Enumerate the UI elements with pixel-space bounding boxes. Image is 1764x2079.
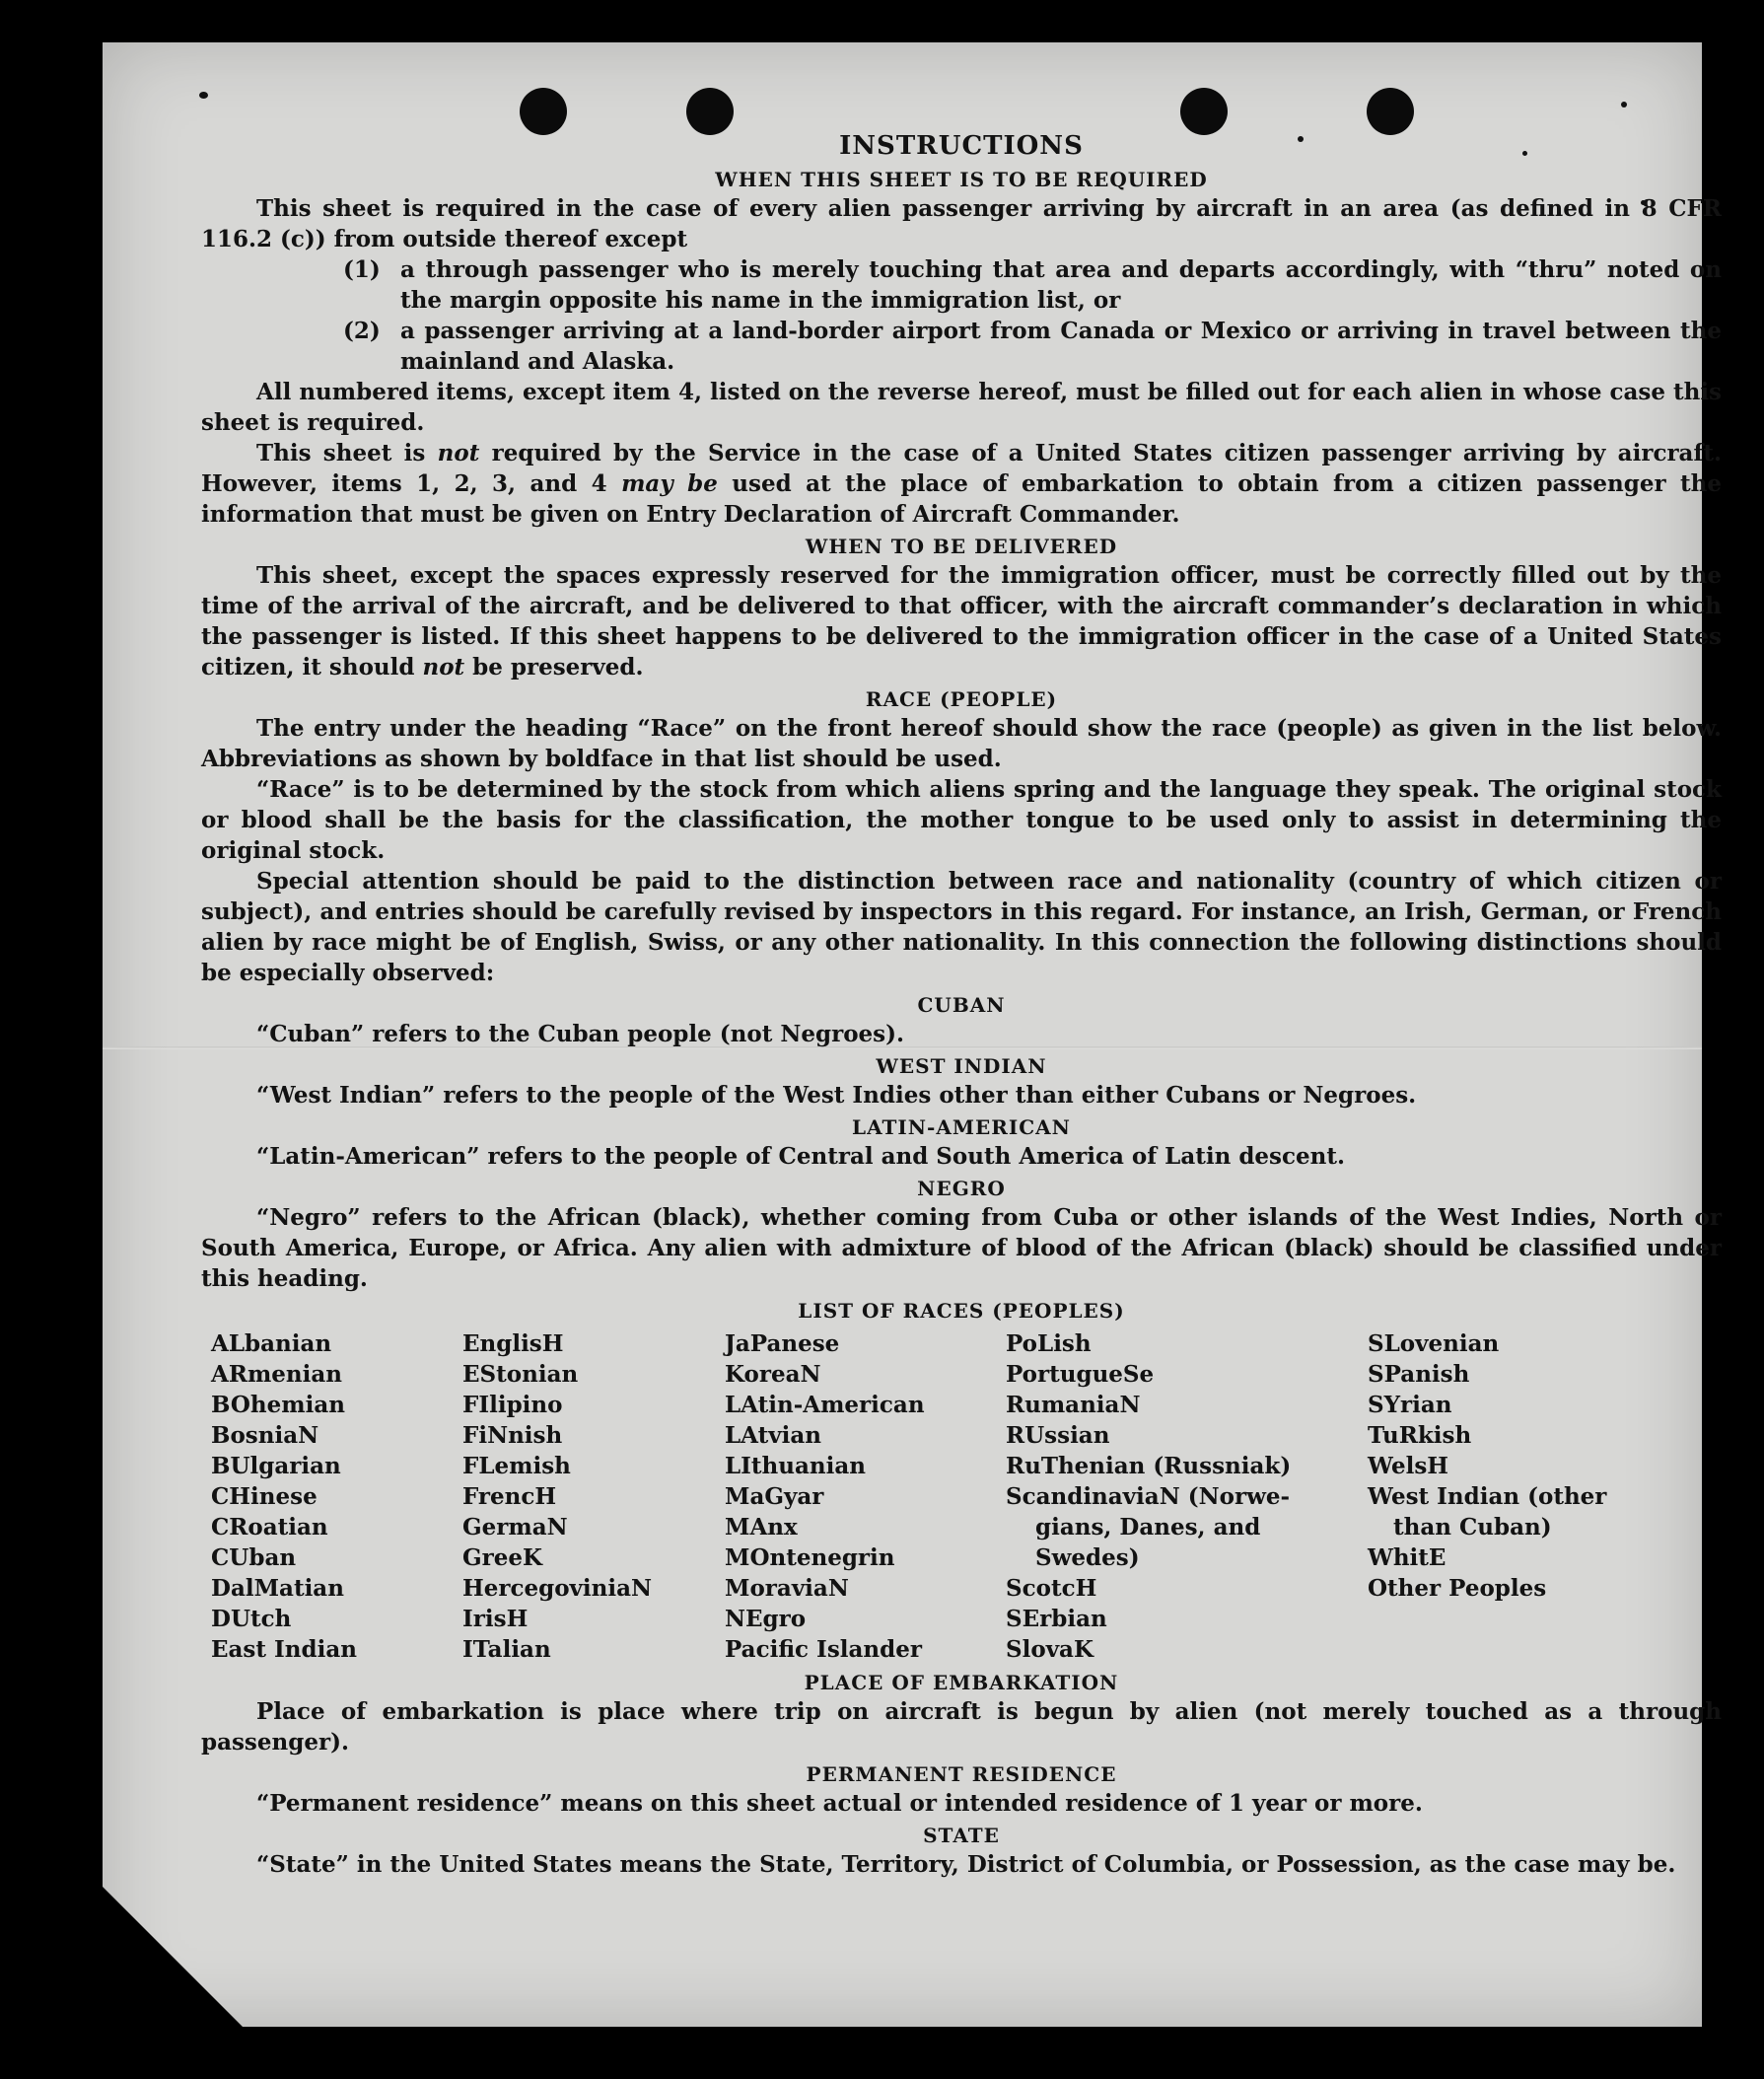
section-heading: PLACE OF EMBARKATION — [804, 1671, 1119, 1694]
folded-corner — [103, 1887, 243, 2027]
section-heading: LATIN-AMERICAN — [852, 1115, 1071, 1139]
race-entry: WelsH — [1368, 1453, 1449, 1479]
race-entry: RumaniaN — [1006, 1392, 1141, 1418]
race-entry: West Indian (other — [1368, 1483, 1607, 1510]
race-entry: ScandinaviaN (Norwe- — [1006, 1483, 1291, 1510]
item-number: (1) — [343, 256, 381, 283]
race-entry: FIlipino — [462, 1392, 563, 1418]
race-entry: HercegoviniaN — [462, 1575, 653, 1602]
race-entry: DUtch — [211, 1606, 292, 1632]
paragraph: “Cuban” refers to the Cuban people (not Negroes). — [256, 1021, 905, 1047]
race-entry: RuThenian (Russniak) — [1006, 1453, 1292, 1479]
section-heading: CUBAN — [917, 993, 1006, 1017]
section-heading: RACE (PEOPLE) — [865, 687, 1058, 711]
race-entry: IrisH — [462, 1606, 529, 1632]
race-entry: SLovenian — [1368, 1330, 1500, 1357]
text-run: used at the place of embarkation to obtain from a citizen passenger the information that must be given on Entry Declaration of Aircraft Commander. — [201, 470, 1722, 528]
race-entry: LAtvian — [725, 1422, 821, 1449]
punch-hole — [1180, 88, 1228, 135]
race-entry: SYrian — [1368, 1392, 1452, 1418]
paragraph: “Race” is to be determined by the stock from which aliens spring and the language they speak. The original stock or blood shall be the basis for the classification, the mother tongue to be used only to assist in determining the original stock. — [201, 776, 1722, 864]
list-item — [343, 254, 1722, 316]
paragraph: All numbered items, except item 4, listed on the reverse hereof, must be filled out for each alien in whose case this sheet is required. — [201, 379, 1722, 436]
race-entry: MAnx — [725, 1514, 798, 1541]
race-entry: Swedes) — [1035, 1544, 1140, 1571]
race-entry: FiNnish — [462, 1422, 563, 1449]
paragraph: “Latin-American” refers to the people of Central and South America of Latin descent. — [256, 1143, 1345, 1170]
races-list — [211, 1328, 1722, 1665]
race-entry: EnglisH — [462, 1330, 564, 1357]
race-entry: than Cuban) — [1393, 1514, 1552, 1541]
race-entry — [1368, 1604, 1634, 1634]
italic-text: not — [437, 440, 480, 466]
text-run: This sheet is — [256, 440, 438, 466]
race-entry: DalMatian — [211, 1575, 344, 1602]
race-entry: MOntenegrin — [725, 1544, 895, 1571]
race-entry: EStonian — [462, 1361, 579, 1388]
race-entry: SPanish — [1368, 1361, 1470, 1388]
race-entry — [1368, 1634, 1634, 1665]
text-run: required by the Service in the case of a United States citizen passenger arriving by aircraft. However, items 1, 2, 3, and 4 — [201, 440, 1722, 497]
paragraph — [201, 560, 1722, 682]
item-number: (2) — [343, 318, 381, 344]
paragraph: This sheet is required in the case of every alien passenger arriving by aircraft in an area (as defined in 8 CFR 116.2 (c)) from outside thereof except — [201, 195, 1722, 252]
section-heading: WHEN TO BE DELIVERED — [805, 535, 1118, 558]
race-entry: Pacific Islander — [725, 1636, 922, 1663]
section-heading: STATE — [923, 1824, 1000, 1847]
race-entry: TuRkish — [1368, 1422, 1472, 1449]
race-entry: SErbian — [1006, 1606, 1107, 1632]
race-entry: ARmenian — [211, 1361, 343, 1388]
race-entry: PortugueSe — [1006, 1361, 1155, 1388]
race-entry: East Indian — [211, 1636, 357, 1663]
race-entry: ITalian — [462, 1636, 551, 1663]
paragraph — [201, 438, 1722, 530]
race-entry: gians, Danes, and — [1035, 1514, 1261, 1541]
race-entry: NEgro — [725, 1606, 807, 1632]
race-entry: FLemish — [462, 1453, 571, 1479]
race-entry: KoreaN — [725, 1361, 821, 1388]
race-entry: Other Peoples — [1368, 1575, 1547, 1602]
race-entry: GreeK — [462, 1544, 543, 1571]
paragraph: “West Indian” refers to the people of the West Indies other than either Cubans or Negroes. — [256, 1082, 1417, 1109]
paragraph: “Permanent residence” means on this sheet actual or intended residence of 1 year or more. — [256, 1790, 1423, 1817]
punch-hole — [520, 88, 567, 135]
paragraph: “State” in the United States means the State, Territory, District of Columbia, or Possession, as the case may be. — [256, 1851, 1676, 1878]
section-heading: PERMANENT RESIDENCE — [806, 1762, 1117, 1786]
race-entry: LIthuanian — [725, 1453, 866, 1479]
instructions-content — [201, 129, 1722, 1880]
race-entry: BUlgarian — [211, 1453, 341, 1479]
speck — [1621, 102, 1627, 108]
item-text: a through passenger who is merely touching that area and departs accordingly, with “thru” noted on the margin opposite his name in the immigration list, or — [400, 256, 1722, 314]
punch-hole — [686, 88, 734, 135]
page-title: INSTRUCTIONS — [839, 131, 1084, 161]
item-text: a passenger arriving at a land-border airport from Canada or Mexico or arriving in travel between the mainland and Alaska. — [400, 318, 1722, 375]
race-entry: MaGyar — [725, 1483, 824, 1510]
paragraph: The entry under the heading “Race” on the front hereof should show the race (people) as given in the list below. Abbreviations as shown by boldface in that list should be used. — [201, 715, 1722, 772]
section-heading: WEST INDIAN — [876, 1054, 1047, 1078]
race-entry: CUban — [211, 1544, 297, 1571]
section-heading: NEGRO — [917, 1177, 1006, 1200]
italic-text: not — [422, 654, 465, 681]
race-entry: JaPanese — [725, 1330, 840, 1357]
text-run: This sheet, except the spaces expressly reserved for the immigration officer, must be correctly filled out by the time of the arrival of the aircraft, and be delivered to that officer, with the aircraft commander’s declaration in which the passenger is listed. If this sheet happens to be delivered to the immigration officer in the case of a United States citizen, it should — [201, 562, 1722, 681]
race-entry: LAtin-American — [725, 1392, 925, 1418]
race-entry: CHinese — [211, 1483, 318, 1510]
speck — [199, 92, 208, 99]
race-entry: CRoatian — [211, 1514, 328, 1541]
race-entry: BosniaN — [211, 1422, 319, 1449]
text-run: be preserved. — [464, 654, 644, 681]
race-entry: BOhemian — [211, 1392, 345, 1418]
race-entry: RUssian — [1006, 1422, 1110, 1449]
punch-hole — [1367, 88, 1414, 135]
paragraph: Place of embarkation is place where trip on aircraft is begun by alien (not merely touched as a through passenger). — [201, 1698, 1722, 1756]
race-entry: SlovaK — [1006, 1636, 1094, 1663]
race-entry: GermaN — [462, 1514, 568, 1541]
paragraph: Special attention should be paid to the distinction between race and nationality (country of which citizen or subject), and entries should be carefully revised by inspectors in this regard. For instance, an Irish, German, or French alien by race might be of English, Swiss, or any other nationality. In this connection the following distinctions should be especially observed: — [201, 868, 1722, 986]
italic-text: may be — [621, 470, 718, 497]
race-entry: FrencH — [462, 1483, 557, 1510]
race-entry: MoraviaN — [725, 1575, 849, 1602]
race-entry: WhitE — [1368, 1544, 1446, 1571]
race-entry: ScotcH — [1006, 1575, 1097, 1602]
section-heading: LIST OF RACES (PEOPLES) — [798, 1299, 1125, 1323]
race-entry: ALbanian — [211, 1330, 332, 1357]
section-heading: WHEN THIS SHEET IS TO BE REQUIRED — [715, 168, 1208, 191]
paragraph: “Negro” refers to the African (black), whether coming from Cuba or other islands of the West Indies, North or South America, Europe, or Africa. Any alien with admixture of blood of the African (black) should be classified under this heading. — [201, 1204, 1722, 1292]
race-entry: PoLish — [1006, 1330, 1092, 1357]
document-page — [103, 42, 1722, 2027]
list-item — [343, 316, 1722, 377]
